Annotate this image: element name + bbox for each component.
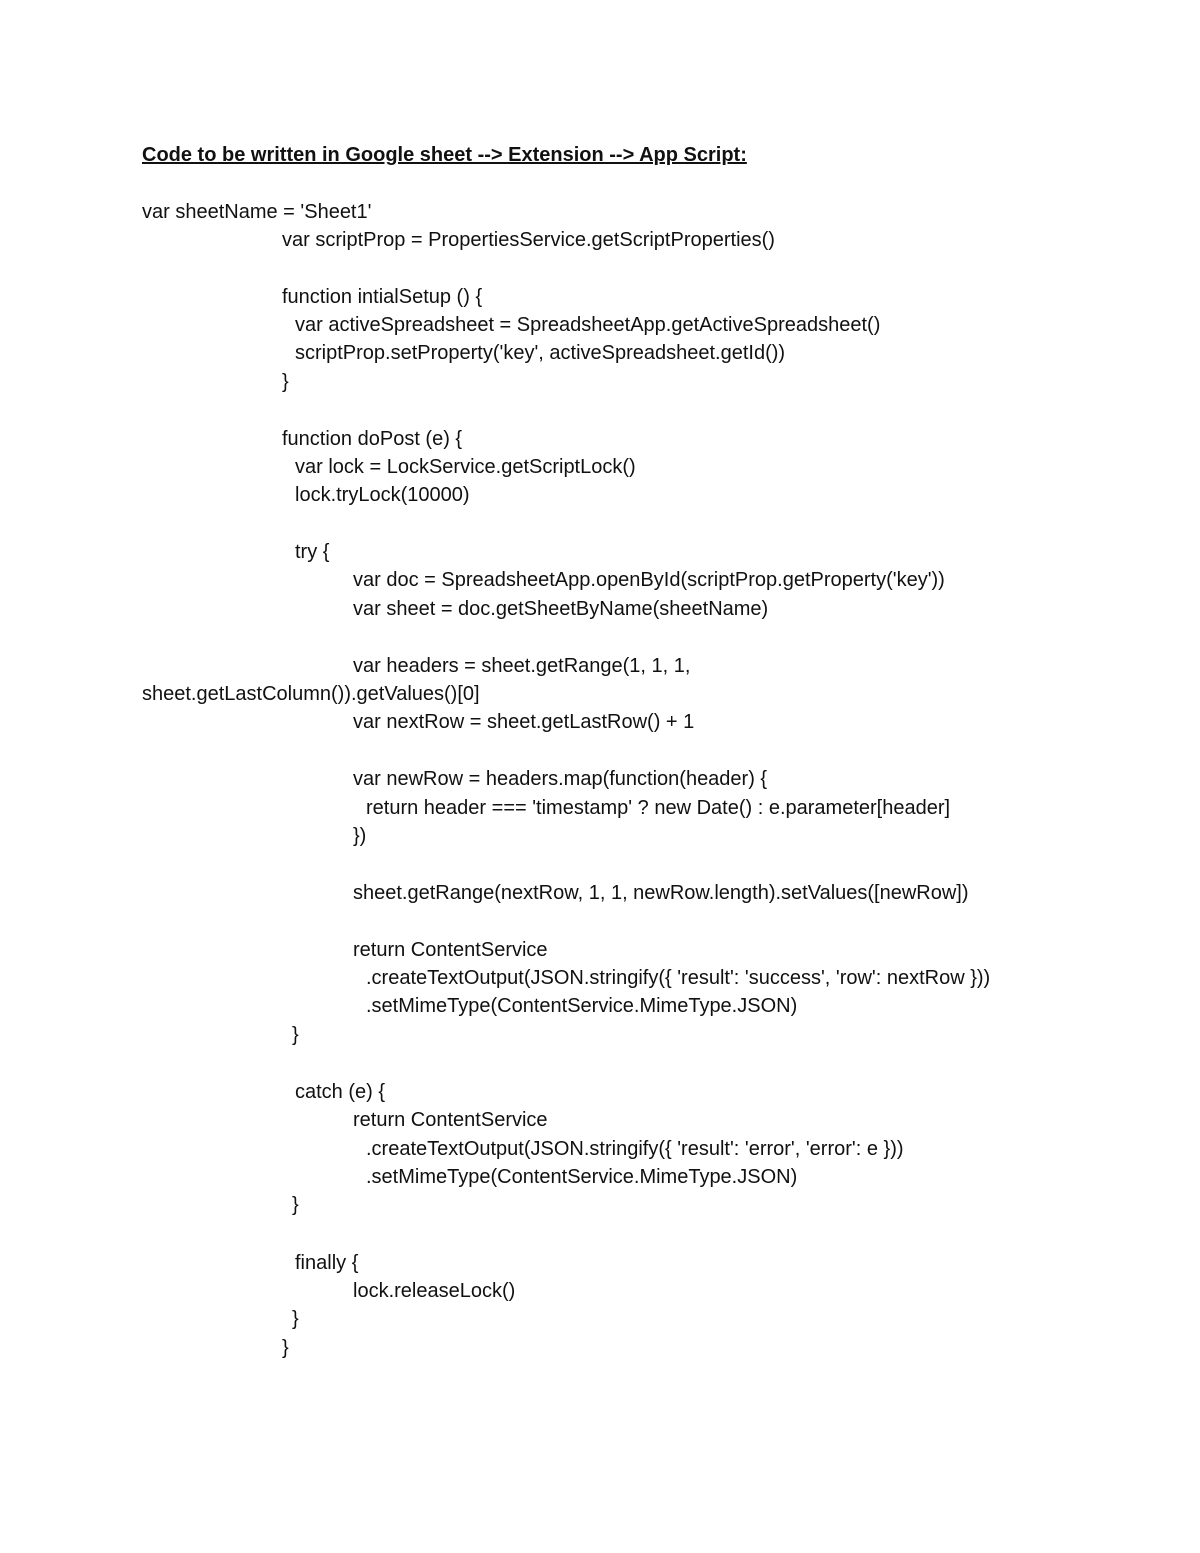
code-line: var doc = SpreadsheetApp.openById(scriptProp.getProperty('key')) — [353, 569, 945, 591]
code-line: .createTextOutput(JSON.stringify({ 'result': 'error', 'error': e })) — [366, 1138, 904, 1160]
code-line: try { — [295, 541, 330, 563]
code-line: function intialSetup () { — [282, 286, 483, 308]
code-line: var lock = LockService.getScriptLock() — [295, 456, 636, 478]
code-line: return header === 'timestamp' ? new Date() : e.parameter[header] — [366, 797, 951, 819]
code-line: .createTextOutput(JSON.stringify({ 'result': 'success', 'row': nextRow })) — [366, 967, 991, 989]
code-line: var headers = sheet.getRange(1, 1, 1, — [353, 655, 691, 677]
code-line: sheet.getRange(nextRow, 1, 1, newRow.length).setValues([newRow]) — [353, 882, 969, 904]
code-line: return ContentService — [353, 939, 548, 961]
code-line: var scriptProp = PropertiesService.getScriptProperties() — [282, 229, 775, 251]
code-line: lock.tryLock(10000) — [295, 484, 470, 506]
code-line: return ContentService — [353, 1109, 548, 1131]
code-line: var activeSpreadsheet = SpreadsheetApp.getActiveSpreadsheet() — [295, 314, 881, 336]
code-line: lock.releaseLock() — [353, 1280, 516, 1302]
code-line: var nextRow = sheet.getLastRow() + 1 — [353, 711, 695, 733]
code-line: } — [282, 1337, 289, 1359]
code-line: scriptProp.setProperty('key', activeSpreadsheet.getId()) — [295, 342, 786, 364]
code-line: .setMimeType(ContentService.MimeType.JSON) — [366, 1166, 798, 1188]
code-line: var newRow = headers.map(function(header) { — [353, 768, 768, 790]
code-line: .setMimeType(ContentService.MimeType.JSON) — [366, 995, 798, 1017]
code-line: finally { — [295, 1252, 359, 1274]
code-line: } — [292, 1194, 299, 1216]
code-line: var sheetName = 'Sheet1' — [142, 201, 372, 223]
code-line: sheet.getLastColumn()).getValues()[0] — [142, 683, 480, 705]
code-line: } — [292, 1308, 299, 1330]
code-line: }) — [353, 825, 367, 847]
code-line: catch (e) { — [295, 1081, 386, 1103]
code-line: } — [282, 371, 289, 393]
code-line: var sheet = doc.getSheetByName(sheetName) — [353, 598, 769, 620]
code-line: } — [292, 1024, 299, 1046]
document-heading: Code to be written in Google sheet --> Extension --> App Script: — [142, 144, 747, 166]
code-line: function doPost (e) { — [282, 428, 463, 450]
